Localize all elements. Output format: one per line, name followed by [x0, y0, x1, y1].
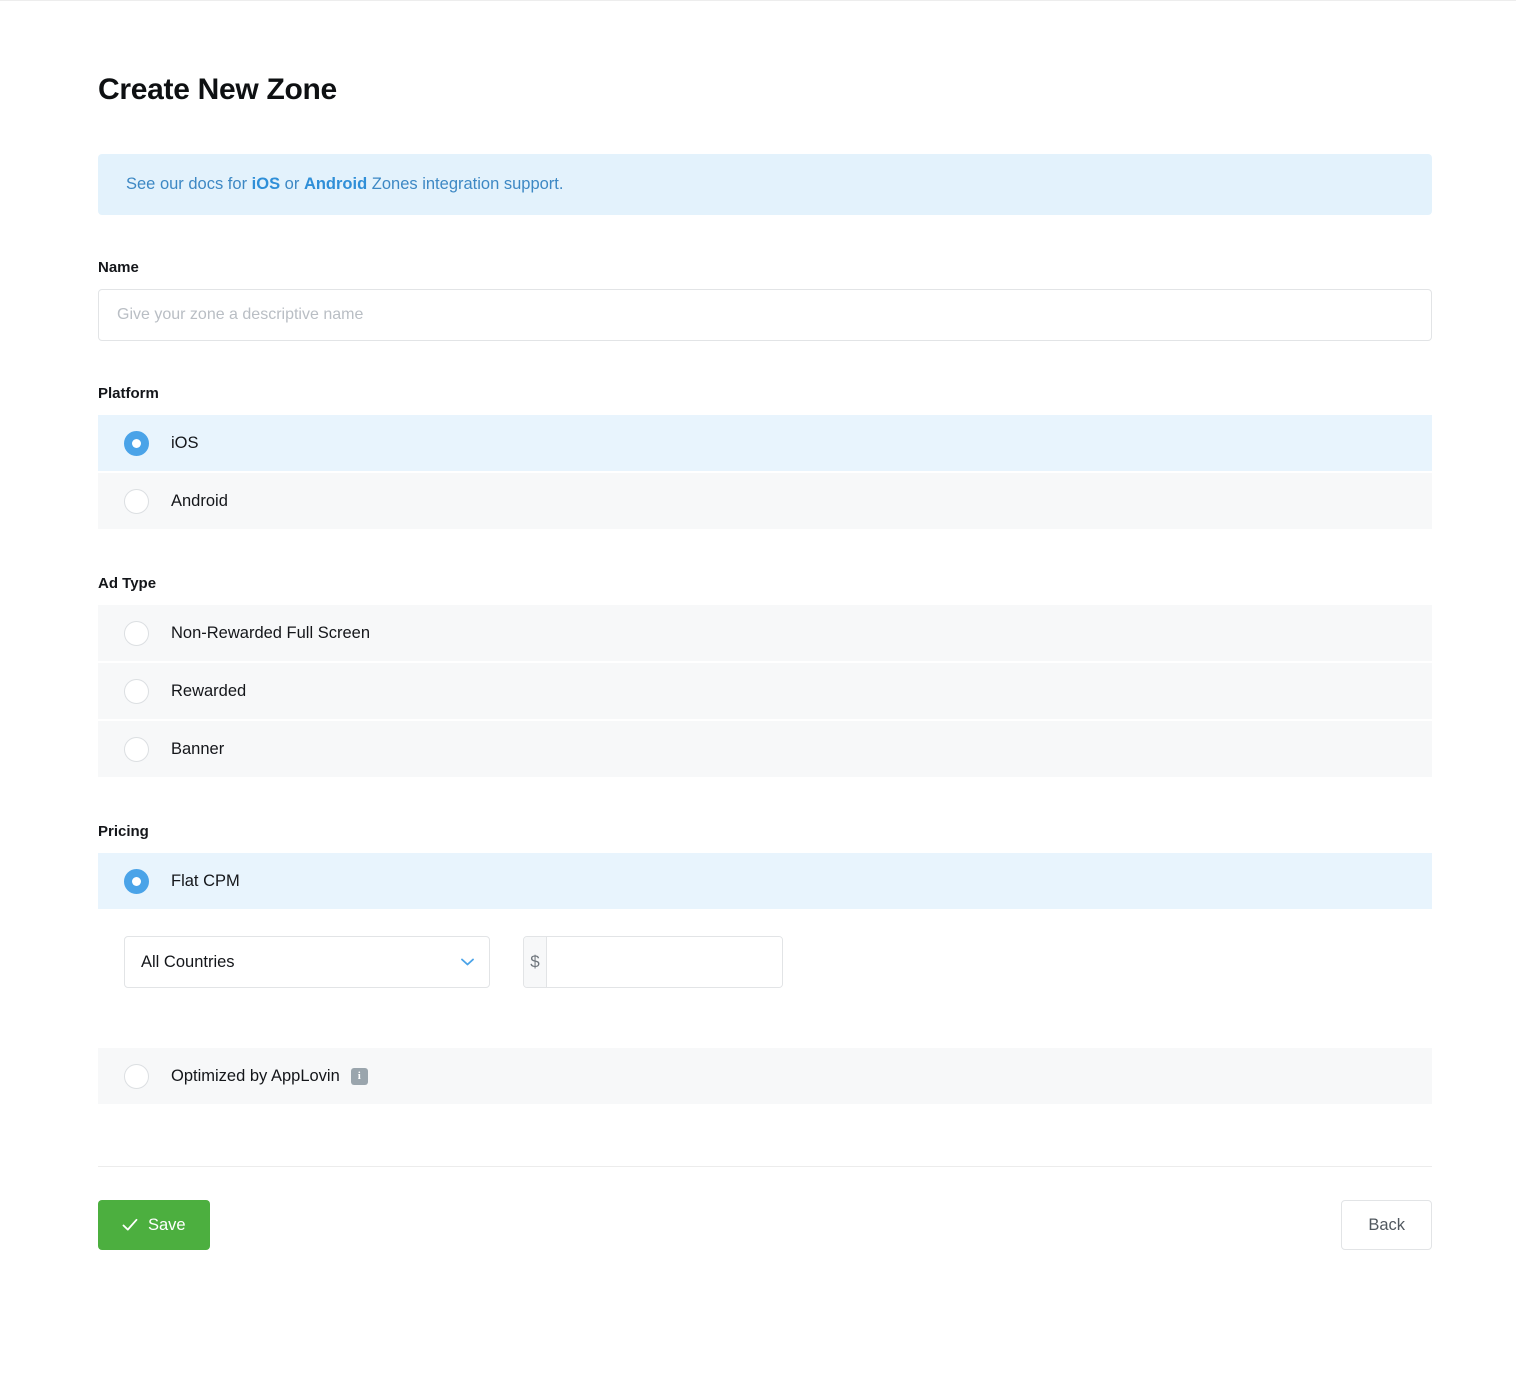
- radio-rewarded[interactable]: [124, 679, 149, 704]
- radio-flat-cpm[interactable]: [124, 869, 149, 894]
- radio-non-rewarded-full-screen[interactable]: [124, 621, 149, 646]
- pricing-optimized-group: [98, 1048, 1432, 1106]
- platform-radio-group: [98, 415, 1432, 531]
- notice-prefix: See our docs for: [126, 175, 252, 193]
- pricing-option-optimized[interactable]: [98, 1048, 1432, 1106]
- back-button[interactable]: Back: [1341, 1200, 1432, 1250]
- info-icon[interactable]: i: [351, 1068, 368, 1085]
- zone-name-input[interactable]: [98, 289, 1432, 341]
- ios-docs-link[interactable]: iOS: [251, 175, 281, 193]
- radio-ios[interactable]: [124, 431, 149, 456]
- country-select-wrap[interactable]: [124, 936, 490, 988]
- pricing-option-flat-cpm[interactable]: [98, 853, 1432, 911]
- ad-type-option-rewarded-label: Rewarded: [171, 681, 247, 700]
- radio-banner[interactable]: [124, 737, 149, 762]
- ad-type-radio-group: [98, 605, 1432, 779]
- currency-prefix: $: [524, 937, 547, 987]
- ad-type-option-banner[interactable]: [98, 721, 1432, 779]
- radio-optimized-by-applovin[interactable]: [124, 1064, 149, 1089]
- ad-type-option-banner-label: Banner: [171, 739, 225, 758]
- platform-option-ios-label: iOS: [171, 433, 199, 452]
- save-button[interactable]: [98, 1200, 210, 1250]
- pricing-radio-group: [98, 853, 1432, 911]
- page-title: Create New Zone: [98, 73, 337, 106]
- ad-type-option-non-rewarded[interactable]: [98, 605, 1432, 663]
- name-label: Name: [98, 259, 139, 277]
- ad-type-option-rewarded[interactable]: [98, 663, 1432, 721]
- cpm-amount-input[interactable]: [547, 937, 782, 987]
- pricing-option-flat-cpm-label: Flat CPM: [171, 871, 240, 890]
- docs-notice-banner: [98, 154, 1432, 215]
- optimized-label-text: Optimized by AppLovin: [171, 1066, 340, 1085]
- radio-android[interactable]: [124, 489, 149, 514]
- top-divider: [0, 0, 1516, 1]
- platform-option-ios[interactable]: [98, 415, 1432, 473]
- form-footer: [98, 1200, 1432, 1250]
- flat-cpm-inputs: [124, 936, 1432, 988]
- ad-type-label: Ad Type: [98, 575, 157, 593]
- footer-divider: [98, 1166, 1432, 1167]
- pricing-label: Pricing: [98, 823, 149, 841]
- notice-middle: or: [280, 175, 304, 193]
- check-icon: [122, 1218, 138, 1232]
- platform-label: Platform: [98, 385, 159, 403]
- android-docs-link[interactable]: Android: [303, 175, 368, 193]
- platform-option-android[interactable]: [98, 473, 1432, 531]
- ad-type-option-non-rewarded-label: Non-Rewarded Full Screen: [171, 623, 371, 642]
- pricing-option-optimized-label: [171, 1067, 368, 1086]
- platform-option-android-label: Android: [171, 491, 228, 510]
- save-button-label: Save: [148, 1215, 186, 1234]
- notice-suffix: Zones integration support.: [367, 175, 564, 193]
- cpm-amount-field[interactable]: [523, 936, 783, 988]
- country-select[interactable]: [124, 936, 490, 988]
